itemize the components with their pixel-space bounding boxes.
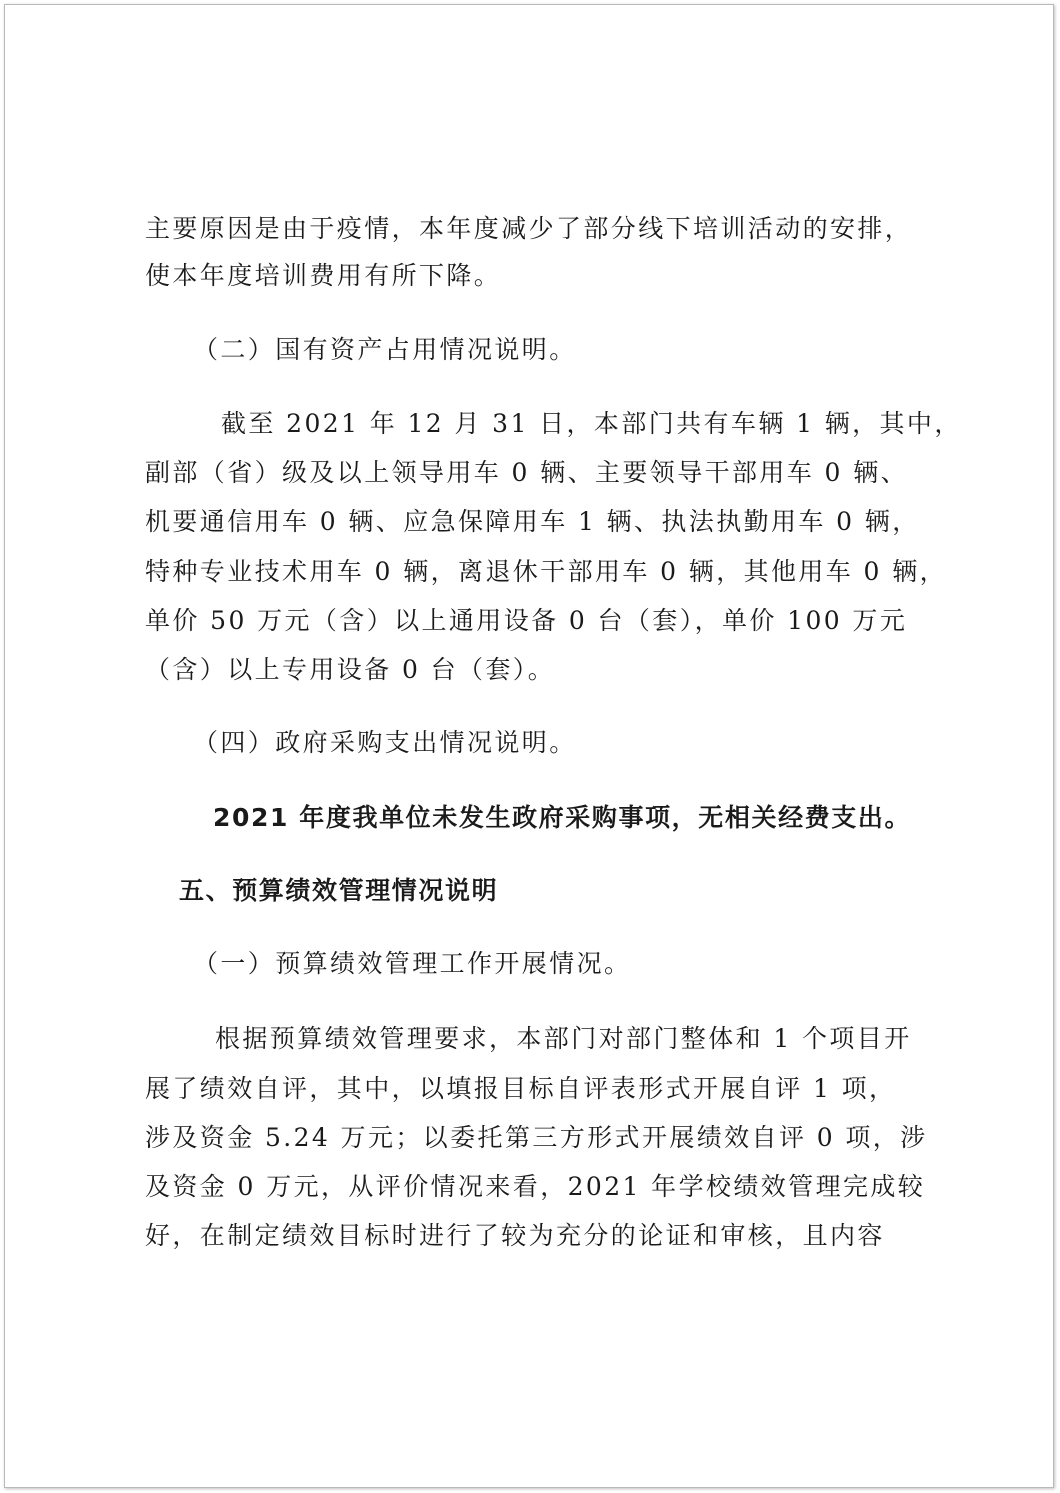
paragraph-line: （含）以上专用设备 0 台（套）。 bbox=[145, 655, 556, 684]
paragraph-line: 及资金 0 万元，从评价情况来看，2021 年学校绩效管理完成较 bbox=[145, 1172, 926, 1201]
chapter-heading: 五、预算绩效管理情况说明 bbox=[179, 876, 499, 905]
paragraph-line: 截至 2021 年 12 月 31 日，本部门共有车辆 1 辆，其中， bbox=[221, 409, 962, 438]
paragraph-line: 好，在制定绩效目标时进行了较为充分的论证和审核，且内容 bbox=[145, 1221, 885, 1250]
paragraph-line: 涉及资金 5.24 万元；以委托第三方形式开展绩效自评 0 项，涉 bbox=[145, 1123, 928, 1152]
paragraph-line: 使本年度培训费用有所下降。 bbox=[145, 261, 502, 290]
paragraph-line: 根据预算绩效管理要求，本部门对部门整体和 1 个项目开 bbox=[215, 1024, 912, 1053]
paragraph-line: 主要原因是由于疫情，本年度减少了部分线下培训活动的安排， bbox=[145, 214, 913, 243]
bold-statement: 2021 年度我单位未发生政府采购事项，无相关经费支出。 bbox=[213, 803, 912, 832]
section-heading: （二）国有资产占用情况说明。 bbox=[193, 335, 577, 364]
section-heading: （一）预算绩效管理工作开展情况。 bbox=[193, 949, 632, 978]
paragraph-line: 副部（省）级及以上领导用车 0 辆、主要领导干部用车 0 辆、 bbox=[145, 458, 909, 487]
section-heading: （四）政府采购支出情况说明。 bbox=[193, 728, 577, 757]
paragraph-line: 单价 50 万元（含）以上通用设备 0 台（套），单价 100 万元 bbox=[145, 606, 908, 635]
paragraph-line: 展了绩效自评，其中，以填报目标自评表形式开展自评 1 项， bbox=[145, 1074, 897, 1103]
paragraph-line: 特种专业技术用车 0 辆，离退休干部用车 0 辆，其他用车 0 辆， bbox=[145, 557, 947, 586]
paragraph-line: 机要通信用车 0 辆、应急保障用车 1 辆、执法执勤用车 0 辆， bbox=[145, 507, 920, 536]
document-page bbox=[4, 4, 1054, 1488]
